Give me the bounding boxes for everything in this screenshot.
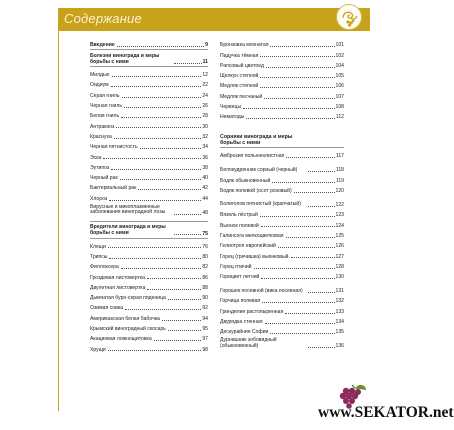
- toc-entry[interactable]: Краснуха 32: [90, 133, 208, 140]
- dot-leader: [254, 268, 335, 269]
- toc-entry[interactable]: Антракноз 30: [90, 123, 208, 130]
- dot-leader: [103, 158, 201, 159]
- toc-entry[interactable]: Бодяк обыкновенный 119: [220, 177, 344, 184]
- dot-leader: [260, 87, 334, 88]
- toc-entry[interactable]: Черная гниль 26: [90, 103, 208, 110]
- toc-column-left: [90, 38, 208, 353]
- site-watermark: www.SEKATOR.net: [318, 404, 454, 421]
- toc-entry[interactable]: Акациевая ложнощитовка 97: [90, 336, 208, 343]
- toc-entry[interactable]: Крымский виноградный скосарь 95: [90, 326, 208, 333]
- dot-leader: [109, 200, 201, 201]
- toc-entry[interactable]: Горицвет летний 130: [220, 274, 344, 281]
- toc-entry[interactable]: Трипсы 80: [90, 253, 208, 260]
- header-bar: [58, 8, 370, 31]
- dot-leader: [261, 226, 335, 227]
- toc-entry[interactable]: Хрущи 98: [90, 346, 208, 353]
- toc-entry[interactable]: Нематоды 112: [220, 114, 344, 121]
- dot-leader: [266, 67, 335, 68]
- toc-entry[interactable]: Падучка тёмная 102: [220, 52, 344, 59]
- dot-leader: [125, 309, 201, 310]
- dot-leader: [272, 182, 335, 183]
- dot-leader: [286, 157, 335, 158]
- dot-leader: [285, 313, 334, 314]
- divider: [90, 238, 208, 239]
- side-rule: [58, 31, 59, 411]
- dot-leader: [270, 46, 334, 47]
- toc-entry[interactable]: Белокудренник сорный (черный) 118: [220, 166, 344, 174]
- dot-leader: [154, 340, 202, 341]
- dot-leader: [121, 117, 201, 118]
- dot-leader: [308, 171, 335, 172]
- dot-leader: [270, 333, 334, 334]
- dot-leader: [260, 77, 334, 78]
- toc-entry[interactable]: Дурнишник зобовидный (обыкновенный) 136: [220, 337, 344, 350]
- dot-leader: [147, 289, 201, 290]
- toc-entry[interactable]: Медляк песчаный 107: [220, 93, 344, 100]
- dot-leader: [261, 278, 334, 279]
- toc-entry[interactable]: Двурядка стенная 134: [220, 319, 344, 326]
- toc-list-diseases: [90, 68, 208, 216]
- dot-leader: [147, 278, 201, 279]
- toc-entry[interactable]: Филлоксера 82: [90, 264, 208, 271]
- dot-leader: [108, 247, 202, 248]
- toc-entry[interactable]: Болиголов пятнистый (крапчатый) 122: [220, 201, 344, 209]
- dot-leader: [111, 86, 202, 87]
- toc-entry[interactable]: Червецы 108: [220, 104, 344, 111]
- toc-list-weeds: [220, 149, 344, 349]
- toc-list-pests: [90, 239, 208, 352]
- dot-leader: [265, 323, 335, 324]
- dot-leader: [140, 148, 202, 149]
- toc-entry[interactable]: Гроздевая листовертка 86: [90, 274, 208, 281]
- toc-entry[interactable]: Горошек посевной (вика посевная) 131: [220, 287, 344, 295]
- dot-leader: [168, 330, 202, 331]
- toc-entry[interactable]: Амброзия полыннолистная 117: [220, 153, 344, 160]
- dot-leader: [120, 179, 202, 180]
- dot-leader: [114, 138, 201, 139]
- toc-column-right: [220, 38, 344, 349]
- toc-entry[interactable]: Гелиотроп европейский 126: [220, 243, 344, 250]
- toc-entry[interactable]: Бодяк полевой (осот розовый) 120: [220, 188, 344, 195]
- dot-leader: [308, 206, 335, 207]
- dot-leader: [112, 76, 202, 77]
- toc-section-heading[interactable]: Вредители винограда и меры борьбы с ними 75: [90, 224, 208, 237]
- divider: [90, 49, 208, 50]
- dot-leader: [162, 320, 201, 321]
- dot-leader: [174, 214, 202, 215]
- toc-entry[interactable]: Эска 36: [90, 154, 208, 161]
- dot-leader: [278, 247, 335, 248]
- dot-leader: [260, 216, 335, 217]
- toc-entry[interactable]: Бронзовка мохнатая 101: [220, 42, 344, 49]
- dot-leader: [122, 97, 202, 98]
- toc-entry[interactable]: Щелкун степной 105: [220, 73, 344, 80]
- toc-entry[interactable]: Рапсовый цветоед 104: [220, 62, 344, 69]
- dot-leader: [291, 257, 335, 258]
- toc-entry[interactable]: Бактериальный рак 42: [90, 185, 208, 192]
- dot-leader: [264, 98, 334, 99]
- dot-leader: [111, 169, 201, 170]
- toc-entry[interactable]: Вирусные и микоплазменные заболевания виноградной лозы 48: [90, 203, 208, 216]
- toc-entry[interactable]: Серая гниль 24: [90, 92, 208, 99]
- toc-entry[interactable]: Горчица полевая 132: [220, 298, 344, 305]
- dot-leader: [286, 237, 335, 238]
- dot-leader: [260, 56, 334, 57]
- dot-leader: [121, 268, 201, 269]
- dot-leader: [308, 347, 335, 348]
- dot-leader: [308, 292, 335, 293]
- toc-entry[interactable]: Галинсога мелкоцветковая 125: [220, 232, 344, 239]
- toc-entry[interactable]: Американская белая бабочка 94: [90, 315, 208, 322]
- toc-entry[interactable]: Медляк степной 106: [220, 83, 344, 90]
- toc-entry[interactable]: Хлороз 44: [90, 195, 208, 202]
- dot-leader: [294, 192, 335, 193]
- toc-entry[interactable]: Черная пятнистость 34: [90, 144, 208, 151]
- divider: [90, 66, 208, 67]
- dot-leader: [243, 108, 334, 109]
- toc-entry[interactable]: Клещи 76: [90, 243, 208, 250]
- page-title: Содержание: [64, 11, 142, 26]
- dot-leader: [246, 118, 335, 119]
- toc-entry[interactable]: Озимая совка 92: [90, 305, 208, 312]
- toc-entry[interactable]: Эутипоз 38: [90, 164, 208, 171]
- toc-entry[interactable]: Черный рак 40: [90, 175, 208, 182]
- toc-list-pests-cont: [220, 38, 344, 120]
- dot-leader: [138, 189, 201, 190]
- toc-entry[interactable]: Вьюнок полевой 124: [220, 222, 344, 229]
- toc-entry[interactable]: Оидиум 22: [90, 82, 208, 89]
- dot-leader: [108, 350, 202, 351]
- dot-leader: [109, 258, 201, 259]
- toc-entry[interactable]: Милдью 12: [90, 72, 208, 79]
- toc-entry[interactable]: Горец птичий 128: [220, 263, 344, 270]
- toc-entry[interactable]: Введение 9: [90, 42, 208, 49]
- toc-entry[interactable]: Горец (гречишка) вьюнковый 127: [220, 253, 344, 260]
- divider: [90, 221, 208, 222]
- vine-logo-icon: [336, 4, 362, 30]
- dot-leader: [262, 302, 334, 303]
- toc-entry[interactable]: Гринделия растопыренная 133: [220, 308, 344, 315]
- dot-leader: [168, 299, 201, 300]
- dot-leader: [116, 127, 201, 128]
- toc-section-heading[interactable]: Болезни винограда и меры борьбы с ними 11: [90, 52, 208, 66]
- toc-entry[interactable]: Двулетная листовертка 88: [90, 284, 208, 291]
- divider: [220, 147, 344, 148]
- toc-entry[interactable]: Вязель пёстрый 123: [220, 212, 344, 219]
- toc-section-heading[interactable]: Сорняки винограда и меры борьбы с ними: [220, 134, 293, 147]
- toc-entry[interactable]: Белая гниль 28: [90, 113, 208, 120]
- toc-entry[interactable]: Дымчатая буро-серая пяденица 90: [90, 295, 208, 302]
- dot-leader: [124, 107, 201, 108]
- toc-entry[interactable]: Дескурайния Софии 135: [220, 329, 344, 336]
